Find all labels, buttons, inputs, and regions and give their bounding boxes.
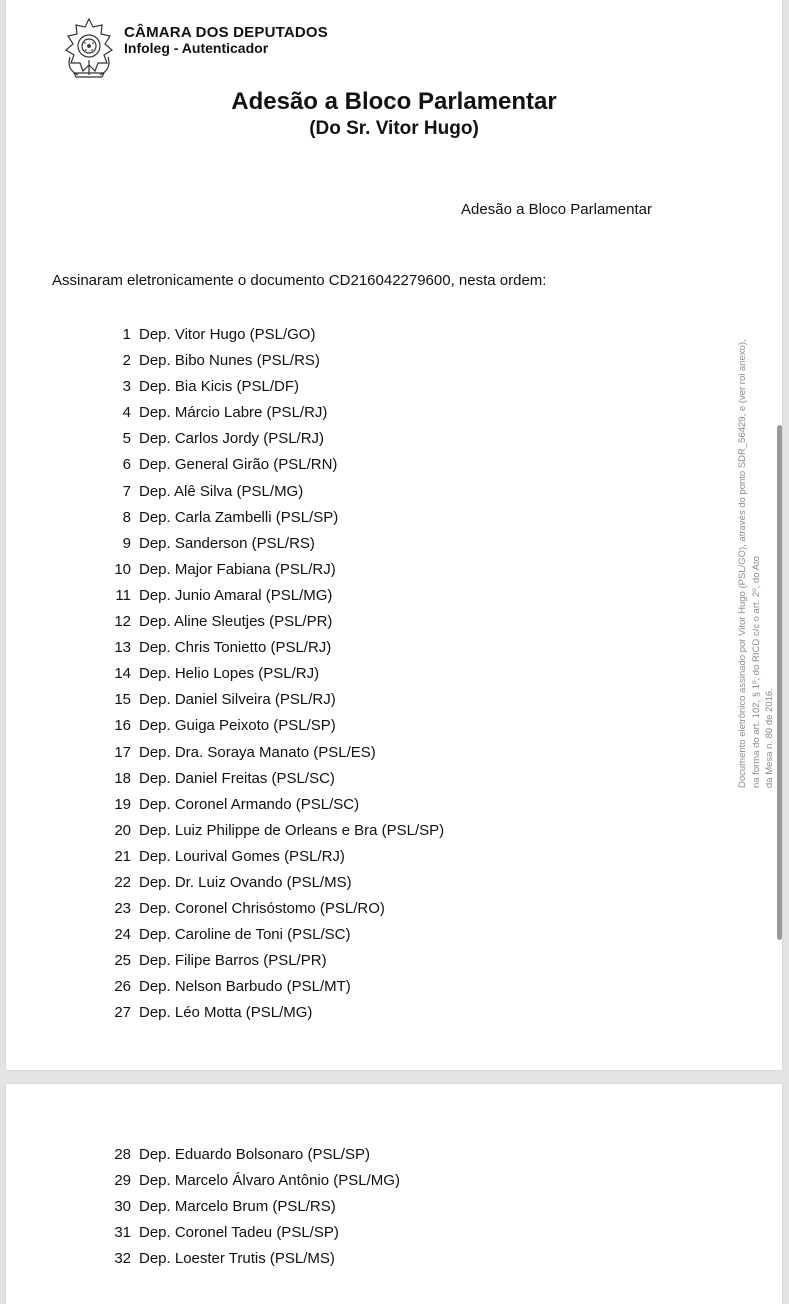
house-name: CÂMARA DOS DEPUTADOS (124, 24, 329, 41)
signature-name: Dep. Coronel Chrisóstomo (PSL/RO) (139, 900, 385, 918)
signature-number: 32 (114, 1250, 131, 1268)
signature-item (6, 870, 444, 896)
signature-item (6, 635, 444, 661)
authentication-note-line: na forma do art. 102, § 1º, do RICD c/c o art. 2º, do Ato (750, 556, 762, 788)
signature-number: 30 (114, 1198, 131, 1216)
signature-number: 28 (114, 1146, 131, 1163)
signature-name: Dep. Eduardo Bolsonaro (PSL/SP) (139, 1146, 370, 1163)
signature-name: Dep. Alê Silva (PSL/MG) (139, 482, 304, 500)
signature-number: 5 (122, 430, 131, 448)
signature-name: Dep. General Girão (PSL/RN) (139, 456, 338, 474)
signature-number: 24 (114, 926, 131, 944)
signature-number: 22 (114, 873, 131, 891)
signature-item (6, 1194, 400, 1220)
signature-item (6, 818, 444, 844)
signature-item (6, 687, 444, 713)
signature-item (6, 557, 444, 583)
signature-name: Dep. Coronel Armando (PSL/SC) (139, 795, 360, 813)
document-type-label: Adesão a Bloco Parlamentar (461, 201, 652, 218)
signature-item (6, 583, 444, 609)
signature-item (6, 792, 444, 818)
signature-name: Dep. Filipe Barros (PSL/PR) (139, 952, 327, 970)
signature-name: Dep. Luiz Philippe de Orleans e Bra (PSL/SP) (139, 821, 445, 839)
signature-name: Dep. Nelson Barbudo (PSL/MT) (139, 978, 351, 996)
authentication-note-line: da Mesa n. 80 de 2016. (764, 688, 775, 788)
signature-number: 8 (122, 508, 131, 526)
signature-item (6, 1220, 400, 1246)
signatures-intro: Assinaram eletronicamente o documento CD216042279600, nesta ordem: (52, 272, 547, 289)
signature-item (6, 609, 444, 635)
signature-item (6, 479, 444, 505)
signature-name: Dep. Carla Zambelli (PSL/SP) (139, 508, 339, 526)
signature-item (6, 713, 444, 739)
signature-item (6, 322, 444, 348)
signature-name: Dep. Guiga Peixoto (PSL/SP) (139, 717, 336, 735)
signature-number: 9 (122, 534, 131, 552)
signature-number: 11 (115, 586, 131, 604)
signature-name: Dep. Helio Lopes (PSL/RJ) (139, 665, 320, 683)
signature-item (6, 400, 444, 426)
signature-name: Dep. Marcelo Brum (PSL/RS) (139, 1198, 336, 1216)
signature-name: Dep. Chris Tonietto (PSL/RJ) (139, 639, 332, 657)
signature-name: Dep. Major Fabiana (PSL/RJ) (139, 560, 336, 578)
signature-number: 23 (114, 900, 131, 918)
document-subtitle: (Do Sr. Vitor Hugo) (309, 118, 479, 139)
signature-name: Dep. Loester Trutis (PSL/MS) (139, 1250, 335, 1268)
signature-item (6, 374, 444, 400)
signature-item (6, 922, 444, 948)
signature-item (6, 531, 444, 557)
signature-item (6, 1142, 400, 1168)
signature-number: 12 (114, 613, 131, 631)
signature-item (6, 740, 444, 766)
signature-name: Dep. Aline Sleutjes (PSL/PR) (139, 613, 333, 631)
signature-item (6, 896, 444, 922)
signature-name: Dep. Carlos Jordy (PSL/RJ) (139, 430, 325, 448)
signature-list (6, 1142, 400, 1272)
signature-name: Dep. Léo Motta (PSL/MG) (139, 1004, 313, 1022)
signature-number: 21 (114, 847, 131, 865)
signature-name: Dep. Dr. Luiz Ovando (PSL/MS) (139, 873, 352, 891)
signature-item (6, 1168, 400, 1194)
signature-number: 29 (114, 1172, 131, 1190)
signature-number: 7 (122, 482, 131, 500)
document-page-1 (6, 0, 782, 1070)
document-title: Adesão a Bloco Parlamentar (231, 88, 557, 115)
document-page-2 (6, 1084, 782, 1304)
signature-name: Dep. Dra. Soraya Manato (PSL/ES) (139, 743, 376, 761)
signature-number: 19 (114, 795, 131, 813)
signature-name: Dep. Daniel Silveira (PSL/RJ) (139, 691, 336, 709)
signature-item (6, 844, 444, 870)
signature-name: Dep. Daniel Freitas (PSL/SC) (139, 769, 335, 787)
signature-number: 31 (114, 1224, 131, 1242)
signature-name: Dep. Sanderson (PSL/RS) (139, 534, 315, 552)
signature-name: Dep. Marcelo Álvaro Antônio (PSL/MG) (139, 1172, 400, 1190)
signature-number: 27 (114, 1004, 131, 1022)
signature-number: 25 (114, 952, 131, 970)
signature-number: 16 (114, 717, 131, 735)
signature-item (6, 661, 444, 687)
signature-number: 4 (122, 404, 131, 422)
system-name: Infoleg - Autenticador (124, 40, 269, 56)
signature-number: 20 (114, 821, 131, 839)
signature-number: 14 (114, 665, 131, 683)
signature-number: 17 (114, 743, 131, 761)
signature-number: 26 (114, 978, 131, 996)
authentication-note-line: Documento eletrônico assinado por Vitor Hugo (PSL/GO), através do ponto SDR_56429, e (ver rol anexo), (737, 339, 748, 788)
signature-name: Dep. Lourival Gomes (PSL/RJ) (139, 847, 345, 865)
signature-item (6, 1246, 400, 1272)
signature-number: 1 (122, 326, 131, 343)
signature-number: 18 (114, 769, 131, 787)
signature-name: Dep. Coronel Tadeu (PSL/SP) (139, 1224, 339, 1242)
signature-number: 6 (122, 456, 131, 474)
signature-item (6, 505, 444, 531)
signature-name: Dep. Bibo Nunes (PSL/RS) (139, 352, 320, 370)
signature-name: Dep. Junio Amaral (PSL/MG) (139, 586, 333, 604)
signature-item (6, 766, 444, 792)
scrollbar-thumb[interactable] (777, 425, 782, 940)
signature-item (6, 426, 444, 452)
signature-number: 2 (122, 352, 131, 370)
signature-item (6, 452, 444, 478)
signature-number: 13 (114, 639, 131, 657)
signature-item (6, 1000, 444, 1026)
signature-name: Dep. Vitor Hugo (PSL/GO) (139, 326, 316, 343)
signature-item (6, 948, 444, 974)
signature-number: 15 (114, 691, 131, 709)
signature-list (6, 322, 444, 1027)
signature-item (6, 348, 444, 374)
signature-name: Dep. Márcio Labre (PSL/RJ) (139, 404, 328, 422)
brazil-coat-of-arms-icon (58, 17, 120, 79)
signature-item (6, 974, 444, 1000)
signature-name: Dep. Bia Kicis (PSL/DF) (139, 378, 300, 396)
signature-number: 3 (122, 378, 131, 396)
authentication-note (736, 288, 776, 788)
signature-number: 10 (114, 560, 131, 578)
signature-name: Dep. Caroline de Toni (PSL/SC) (139, 926, 351, 944)
